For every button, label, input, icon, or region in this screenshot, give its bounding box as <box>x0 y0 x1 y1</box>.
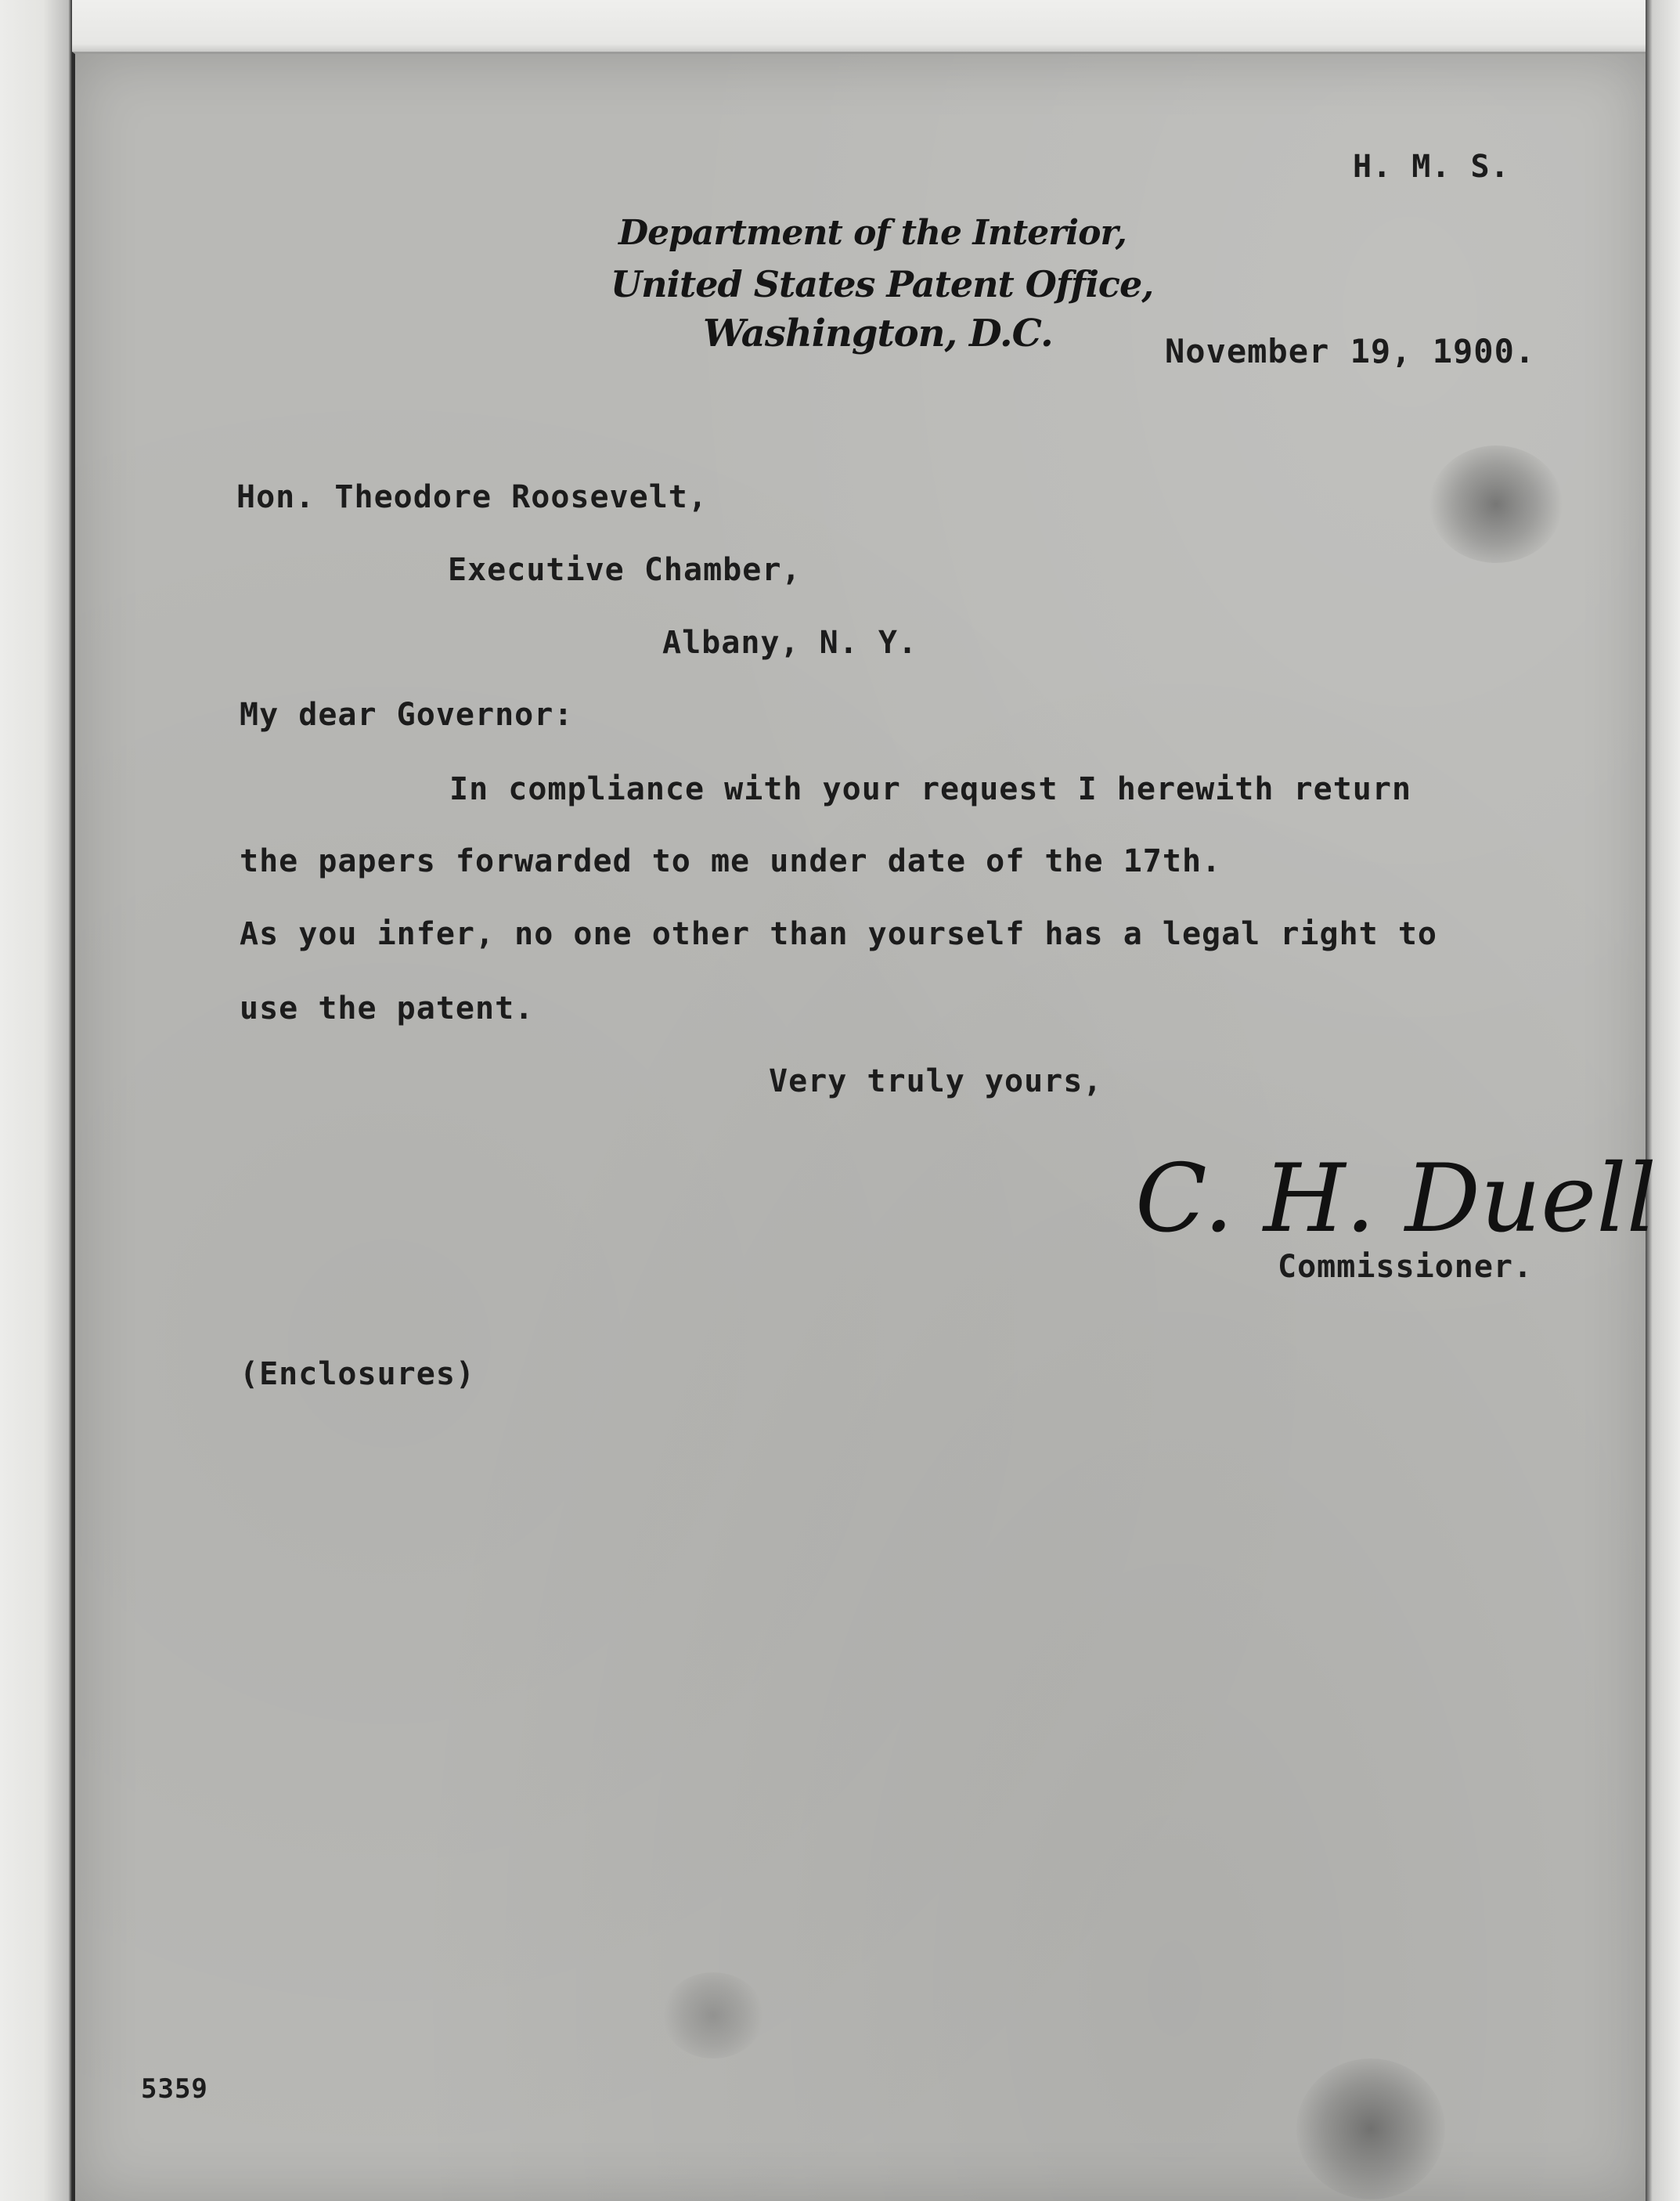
body-line-2: the papers forwarded to me under date of the 17th. <box>240 843 1222 879</box>
letterhead-city: Washington, D.C. <box>703 312 1053 355</box>
handwritten-signature: C. H. Duell <box>1135 1145 1657 1254</box>
enclosures-note: (Enclosures) <box>240 1356 475 1392</box>
recipient-city: Albany, N. Y. <box>662 625 918 661</box>
ink-stain <box>1296 2058 1445 2199</box>
salutation: My dear Governor: <box>240 697 574 733</box>
ink-stain <box>662 1972 764 2058</box>
signer-title: Commissioner. <box>1278 1249 1534 1285</box>
letterhead-office: United States Patent Office, <box>611 263 1154 305</box>
recipient-name: Hon. Theodore Roosevelt, <box>236 479 708 515</box>
mount-top-edge <box>0 0 1680 55</box>
page-number: 5359 <box>141 2073 208 2105</box>
mount-right-edge <box>1646 0 1680 2201</box>
recipient-office: Executive Chamber, <box>448 552 802 588</box>
closing: Very truly yours, <box>769 1063 1103 1099</box>
body-line-3: As you infer, no one other than yourself has a legal right to <box>240 916 1438 952</box>
typist-initials: H. M. S. <box>1353 149 1510 185</box>
body-line-1: In compliance with your request I herewith return <box>449 771 1412 807</box>
letter-paper <box>72 52 1646 2201</box>
letterhead-department: Department of the Interior, <box>618 213 1127 253</box>
ink-stain <box>1429 446 1563 563</box>
body-line-4: use the patent. <box>240 990 535 1027</box>
letter-date: November 19, 1900. <box>1165 332 1536 370</box>
mount-left-edge <box>0 0 72 2201</box>
